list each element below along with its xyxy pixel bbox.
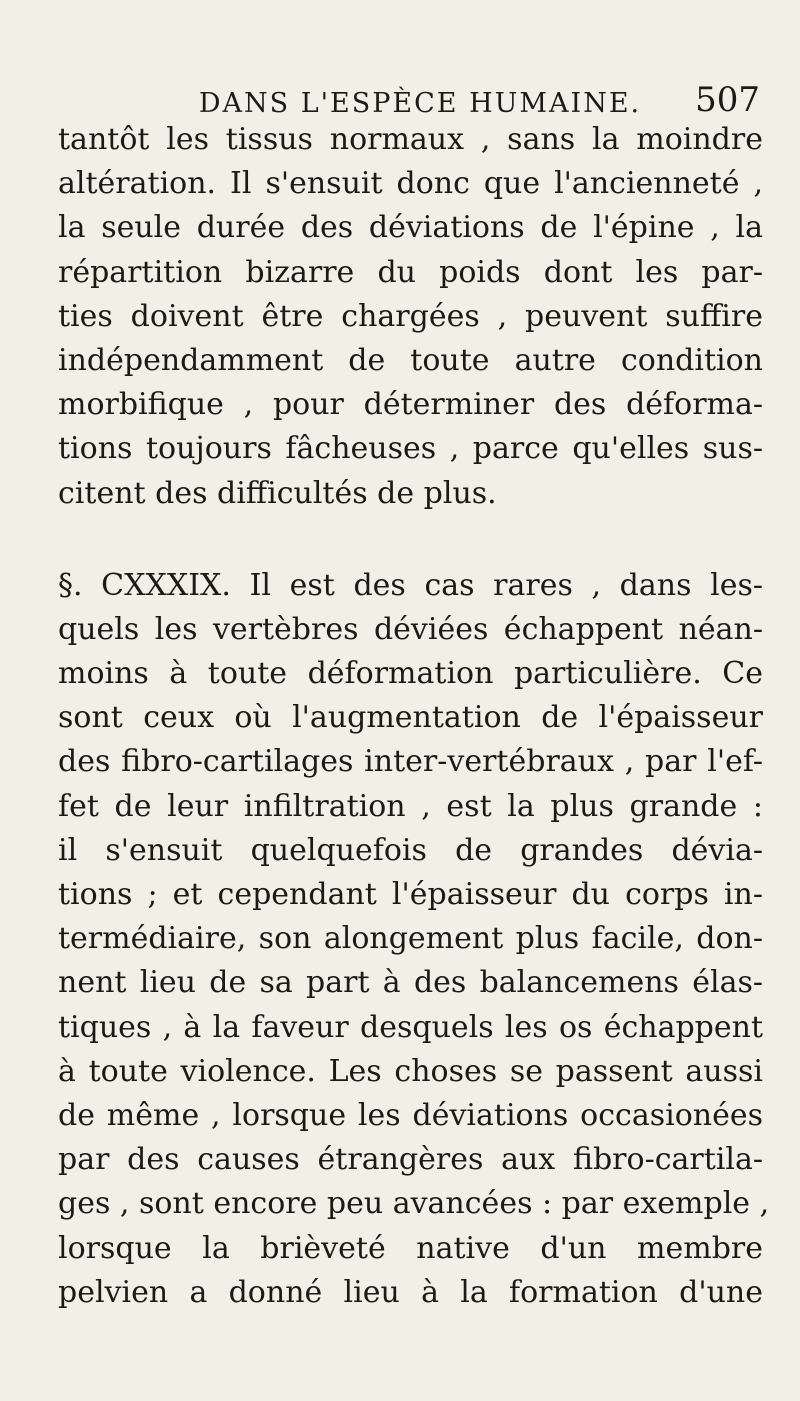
text-line: tiques , à la faveur desquels les os échappent	[58, 1009, 763, 1045]
text-line: sont ceux où l'augmentation de l'épaisseur	[58, 700, 763, 736]
text-line: indépendamment de toute autre condition	[58, 342, 763, 378]
text-line: moins à toute déformation particulière. Ce	[58, 656, 763, 692]
text-line: lorsque la brièveté native d'un membre	[58, 1230, 763, 1266]
paragraph-gap	[58, 516, 763, 564]
paragraph-2	[58, 564, 770, 1315]
page-number: 507	[695, 80, 760, 120]
text-line: des fibro-cartilages inter-vertébraux , par l'ef-	[58, 744, 763, 780]
text-line: fet de leur infiltration , est la plus grande :	[58, 788, 763, 824]
running-title: DANS L'ESPÈCE HUMAINE.	[198, 88, 642, 119]
paragraph-1	[58, 118, 763, 516]
text-line: répartition bizarre du poids dont les par-	[58, 254, 763, 290]
text-line: il s'ensuit quelquefois de grandes dévia-	[58, 832, 763, 868]
text-line: de même , lorsque les déviations occasionées	[58, 1097, 763, 1133]
text-line: termédiaire, son alongement plus facile, don-	[58, 921, 763, 957]
text-line: §. CXXXIX. Il est des cas rares , dans les-	[58, 567, 763, 603]
text-line: tions toujours fâcheuses , parce qu'elles sus-	[58, 431, 763, 467]
body-text	[58, 118, 770, 1315]
text-line: à toute violence. Les choses se passent aussi	[58, 1053, 763, 1089]
text-line: par des causes étrangères aux fibro-cartila-	[58, 1142, 763, 1178]
text-line: ties doivent être chargées , peuvent suffire	[58, 298, 763, 334]
text-line: citent des difficultés de plus.	[58, 475, 497, 511]
text-line: morbifique , pour déterminer des déforma-	[58, 387, 763, 423]
text-line: pelvien a donné lieu à la formation d'une	[58, 1274, 763, 1310]
text-line: la seule durée des déviations de l'épine , la	[58, 210, 763, 246]
text-line: nent lieu de sa part à des balancemens élas-	[58, 965, 763, 1001]
text-line: ges , sont encore peu avancées : par exemple ,	[58, 1186, 770, 1222]
text-line: tions ; et cependant l'épaisseur du corps in-	[58, 877, 763, 912]
text-line: altération. Il s'ensuit donc que l'ancienneté ,	[58, 166, 763, 202]
text-line: tantôt les tissus normaux , sans la moindre	[58, 122, 763, 157]
text-line: quels les vertèbres déviées échappent néan-	[58, 611, 763, 647]
